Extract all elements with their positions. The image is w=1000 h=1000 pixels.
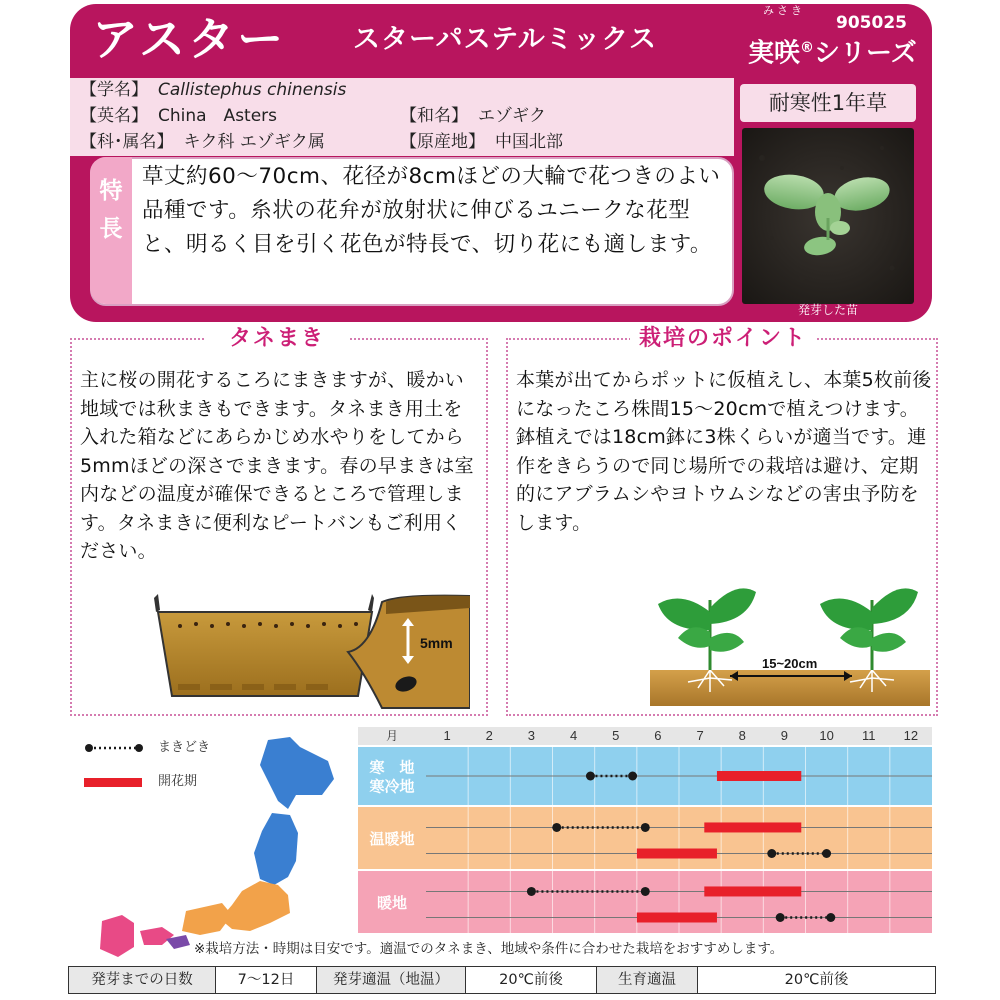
calendar-region-band bbox=[358, 807, 932, 869]
english-name-value: China Asters bbox=[158, 106, 278, 126]
feature-label bbox=[90, 172, 132, 248]
family-row bbox=[80, 131, 325, 153]
calendar-month-label: 10 bbox=[819, 728, 834, 743]
series-furigana: みさき bbox=[763, 4, 805, 17]
calendar-month-label: 7 bbox=[696, 728, 704, 743]
photo-caption: 発芽した苗 bbox=[797, 303, 858, 317]
calendar-region-label: 温暖地 bbox=[369, 831, 415, 848]
calendar-month-header: 月 bbox=[385, 729, 399, 743]
growth-temp-value: 20℃前後 bbox=[784, 972, 849, 988]
cultivation-title: 栽培のポイント bbox=[638, 326, 807, 351]
origin-label: 【原産地】 bbox=[400, 132, 485, 152]
germination-temp-label: 発芽適温（地温） bbox=[317, 967, 466, 993]
sowing-end-dot bbox=[641, 887, 650, 896]
japan-region-map bbox=[82, 735, 352, 960]
flowering-bar bbox=[704, 822, 801, 832]
origin-row bbox=[400, 131, 563, 153]
sowing-start-dot bbox=[767, 849, 776, 858]
family-value: キク科 エゾギク属 bbox=[183, 132, 325, 152]
germination-days-value: 7～12日 bbox=[216, 967, 317, 993]
calendar-region-label: 寒 地 bbox=[369, 759, 415, 777]
sowing-end-dot bbox=[826, 913, 835, 922]
scientific-name-label: 【学名】 bbox=[80, 80, 148, 100]
sowing-start-dot bbox=[586, 772, 595, 781]
calendar-month-label: 4 bbox=[569, 728, 578, 743]
series-label: 実咲 bbox=[748, 38, 801, 69]
calendar-region-band bbox=[358, 871, 932, 933]
legend-flowering-label: 開花期 bbox=[158, 774, 198, 789]
calendar-month-label: 12 bbox=[903, 728, 919, 743]
feature-text: 草丈約60～70cm、花径が8cmほどの大輪で花つきのよい品種です。糸状の花弁が放射状に伸びるユニークな花型と、明るく目を引く花色が特長で、切り花にも適します。 bbox=[142, 164, 721, 257]
origin-value: 中国北部 bbox=[495, 132, 563, 152]
sowing-start-dot bbox=[527, 887, 536, 896]
sowing-end-dot bbox=[628, 772, 637, 781]
sowing-end-dot bbox=[822, 849, 831, 858]
sowing-illustration bbox=[150, 592, 470, 710]
japanese-name-row bbox=[400, 105, 546, 127]
family-label: 【科･属名】 bbox=[80, 132, 174, 152]
germination-days-label: 発芽までの日数 bbox=[69, 967, 216, 993]
scientific-name-value: Callistephus chinensis bbox=[158, 80, 347, 100]
calendar-month-label: 1 bbox=[443, 728, 451, 743]
flowering-bar bbox=[704, 886, 801, 896]
sowing-text: 主に桜の開花するころにまきますが、暖かい地域では秋まきもできます。タネまき用土を入れた箱などにあらかじめ水やりをしてから5mmほどの深さでまきます。春の早まきは室内などの温度が確保できるところで管理します。タネまきに便利なピートバンもご利用ください。 bbox=[80, 369, 474, 562]
growing-stats-table bbox=[68, 966, 936, 994]
product-code: 905025 bbox=[836, 13, 907, 33]
sowing-depth-label: 5mm bbox=[420, 635, 453, 651]
spacing-label: 15~20cm bbox=[762, 656, 818, 671]
japanese-name-label: 【和名】 bbox=[400, 106, 468, 126]
scientific-name-row bbox=[80, 79, 346, 101]
calendar-month-label: 9 bbox=[780, 728, 789, 743]
sowing-start-dot bbox=[552, 823, 561, 832]
calendar-region-label: 暖地 bbox=[376, 895, 408, 912]
calendar-month-label: 11 bbox=[862, 728, 876, 743]
cultivation-text: 本葉が出てからポットに仮植えし、本葉5枚前後になったころ株間15～20cmで植えつけます。鉢植えでは18cm鉢に3株くらいが適当です。連作をきらうので同じ場所での栽培は避け、定期的にアブラムシやヨトウムシなどの害虫予防をします。 bbox=[516, 369, 932, 534]
sowing-start-dot bbox=[776, 913, 785, 922]
cultivation-note: ※栽培方法・時期は目安です。適温でのタネまき、地域や条件に合わせた栽培をおすすめします。 bbox=[194, 941, 784, 957]
legend-sowing-label: まきどき bbox=[158, 740, 211, 755]
calendar-region-label: 寒冷地 bbox=[369, 778, 415, 796]
sowing-title: タネまき bbox=[228, 326, 325, 351]
registered-mark: ® bbox=[800, 40, 815, 56]
japanese-name-value: エゾギク bbox=[478, 106, 546, 126]
series-suffix: シリーズ bbox=[814, 38, 917, 69]
flowering-bar bbox=[637, 913, 717, 923]
english-name-label: 【英名】 bbox=[80, 106, 148, 126]
product-title: アスター bbox=[92, 12, 287, 66]
seedling-photo bbox=[742, 128, 914, 304]
english-name-row bbox=[80, 105, 277, 127]
sowing-end-dot bbox=[641, 823, 650, 832]
calendar-month-label: 5 bbox=[612, 728, 620, 743]
cultivation-calendar bbox=[358, 727, 932, 935]
calendar-month-label: 3 bbox=[527, 728, 536, 743]
calendar-month-label: 8 bbox=[738, 728, 746, 743]
growth-temp-label: 生育適温 bbox=[597, 967, 698, 993]
flowering-bar bbox=[637, 849, 717, 859]
variety-name: スターパステルミックス bbox=[353, 24, 657, 55]
series-name bbox=[748, 30, 917, 72]
feature-label-char-1: 特 bbox=[99, 178, 123, 204]
germination-temp-value: 20℃前後 bbox=[466, 967, 597, 993]
hardiness-text: 耐寒性1年草 bbox=[768, 91, 888, 115]
calendar-month-label: 2 bbox=[485, 728, 493, 743]
planting-illustration bbox=[640, 560, 932, 708]
calendar-month-label: 6 bbox=[654, 728, 662, 743]
feature-label-char-2: 長 bbox=[99, 216, 123, 242]
flowering-bar bbox=[717, 771, 801, 781]
